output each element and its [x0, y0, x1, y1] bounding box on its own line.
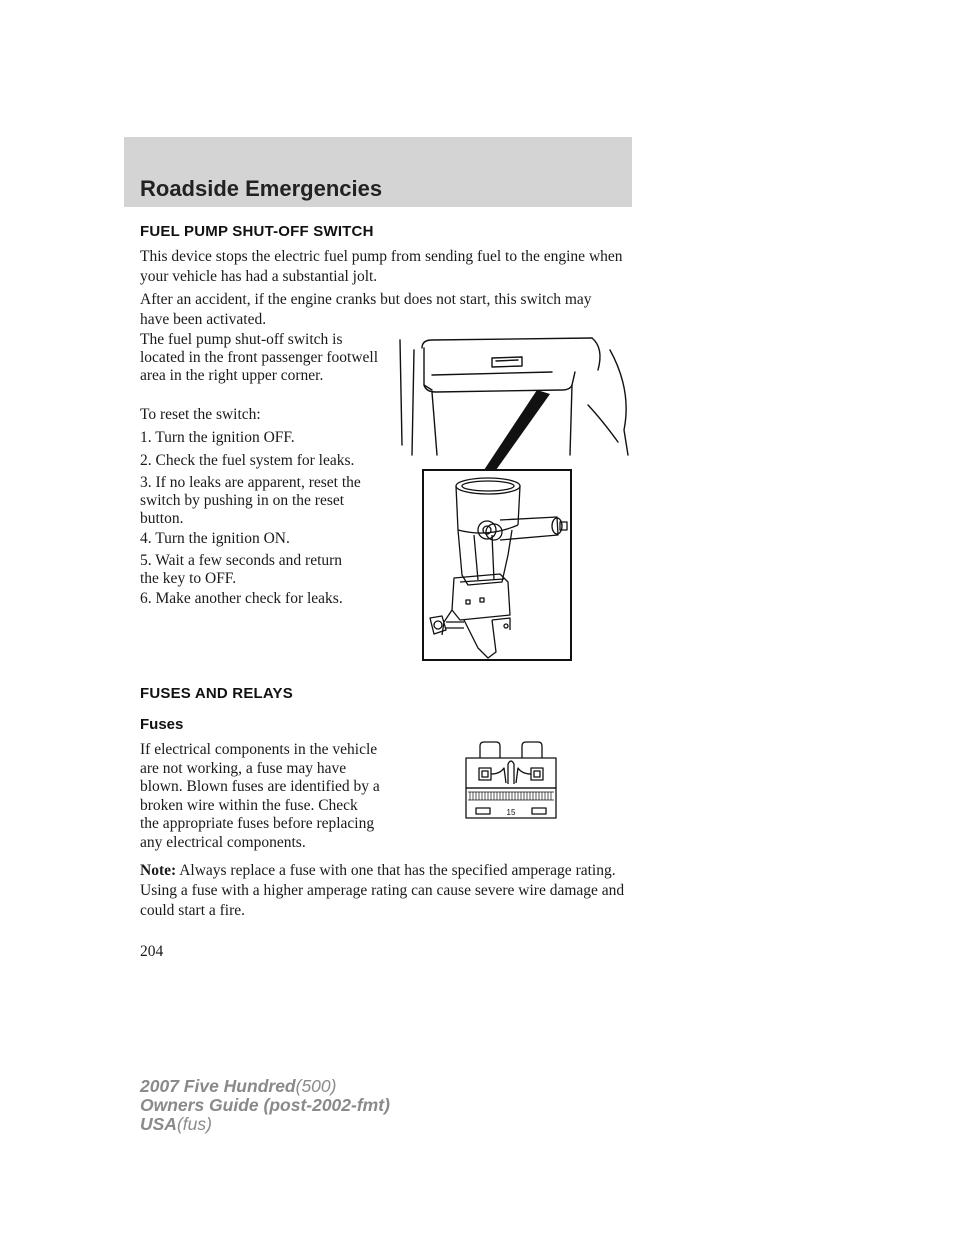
fuel-pump-paragraph-1: This device stops the electric fuel pump from sending fuel to the engine when your vehicle has had a substantial jolt.	[140, 248, 623, 285]
fuel-pump-switch-illustration	[392, 330, 632, 665]
section-title: Roadside Emergencies	[140, 176, 383, 201]
footer-market-code: (fus)	[176, 1114, 212, 1134]
fuel-pump-heading: FUEL PUMP SHUT-OFF SWITCH	[140, 223, 374, 240]
fuel-pump-paragraph-3: The fuel pump shut-off switch is located in the front passenger footwell area in the right upper corner.	[140, 331, 379, 384]
reset-step: 6. Make another check for leaks.	[140, 590, 343, 607]
fuse-note	[140, 861, 640, 921]
fuse-amperage-label: 15	[506, 808, 516, 817]
fuses-paragraph: If electrical components in the vehicle are not working, a fuse may have blown. Blown fuses are identified by a broken wire within the fuse. Check the appropriate fuses before replacing any electrical components.	[140, 741, 380, 851]
footer-market: USA	[140, 1114, 177, 1134]
page-number: 204	[140, 943, 164, 960]
reset-step: 3. If no leaks are apparent, reset the switch by pushing in on the reset button.	[140, 474, 361, 527]
fuel-pump-paragraph-2: After an accident, if the engine cranks but does not start, this switch may have been activated.	[140, 291, 592, 328]
fuses-subheading: Fuses	[140, 716, 184, 733]
footer-model-code: (500)	[295, 1076, 337, 1096]
reset-step: 5. Wait a few seconds and return the key to OFF.	[140, 552, 343, 587]
footer-guide: Owners Guide (post-2002-fmt)	[140, 1095, 390, 1115]
reset-step: 2. Check the fuel system for leaks.	[140, 452, 355, 469]
reset-step: 1. Turn the ignition OFF.	[140, 429, 295, 446]
document-footer	[140, 1077, 390, 1134]
reset-step: 4. Turn the ignition ON.	[140, 530, 290, 547]
footer-model: 2007 Five Hundred	[140, 1076, 296, 1096]
fuse-illustration	[462, 738, 560, 824]
reset-intro: To reset the switch:	[140, 406, 261, 423]
note-text: Always replace a fuse with one that has the specified amperage rating. Using a fuse with a higher amperage rating can cause severe wire damage and could start a fire.	[140, 862, 625, 919]
fuses-relays-heading: FUSES AND RELAYS	[140, 685, 293, 702]
note-label: Note:	[140, 862, 177, 879]
